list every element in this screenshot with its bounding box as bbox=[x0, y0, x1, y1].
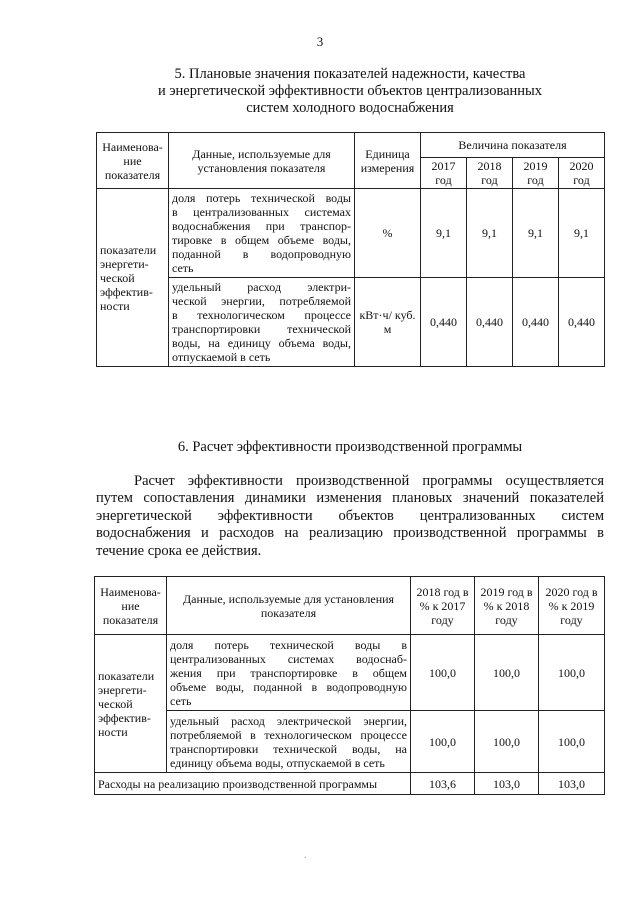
section-6-paragraph: Расчет эффективности производственной программы осуществляется путем сопоставления динамики изменения плановых значений показателей энергетической эффективности объектов централизованных систем водоснабжения и расходов на реализацию производственной программы в течение срока ее действия. bbox=[96, 473, 604, 559]
section-6-title: 6. Расчет эффективности производственной программы bbox=[177, 439, 523, 455]
row-unit: % bbox=[355, 189, 421, 278]
expenses-row-value: 103,0 bbox=[475, 773, 539, 795]
reliability-indicators-table bbox=[96, 132, 605, 367]
row-value: 9,1 bbox=[513, 189, 559, 278]
header-period: 2019 год в % к 2018 году bbox=[475, 577, 539, 635]
row-value: 0,440 bbox=[513, 278, 559, 367]
header-year: 2018 год bbox=[467, 158, 513, 189]
section-5-title-line: систем холодного водоснабжения bbox=[246, 100, 454, 116]
row-unit: кВт·ч/ куб. м bbox=[355, 278, 421, 367]
expenses-row-value: 103,6 bbox=[411, 773, 475, 795]
header-year: 2019 год bbox=[513, 158, 559, 189]
expenses-row-label: Расходы на реализацию производственной программы bbox=[95, 773, 411, 795]
row-value: 100,0 bbox=[475, 635, 539, 711]
header-source-data: Данные, используемые для установления показателя bbox=[167, 577, 411, 635]
row-value: 0,440 bbox=[421, 278, 467, 367]
header-year: 2020 год bbox=[559, 158, 605, 189]
group-label: показатели энергети-ческой эффектив-ности bbox=[97, 189, 169, 367]
row-value: 9,1 bbox=[421, 189, 467, 278]
row-data-description: удельный расход электри- ческой энергии, потребляемой в технологическом процессе транспортировки технической воды, на единицу объема воды, отпускаемой в сеть bbox=[169, 278, 355, 367]
header-indicator-name: Наименова-ние показателя bbox=[95, 577, 167, 635]
efficiency-calculation-table bbox=[94, 576, 605, 795]
header-indicator-name: Наименова-ние показателя bbox=[97, 133, 169, 189]
page-number: 3 bbox=[316, 34, 324, 49]
row-data-description: удельный расход электрической энергии, потребляемой в технологическом процессе транспортировки технической воды, на единицу объема воды, отпускаемой в сеть bbox=[167, 711, 411, 773]
header-year: 2017 год bbox=[421, 158, 467, 189]
row-value: 100,0 bbox=[411, 635, 475, 711]
footer-mark: . bbox=[304, 850, 307, 861]
header-period: 2020 год в % к 2019 году bbox=[539, 577, 605, 635]
header-source-data: Данные, используемые для установления показателя bbox=[169, 133, 355, 189]
row-value: 9,1 bbox=[559, 189, 605, 278]
section-5-title bbox=[95, 66, 605, 117]
row-data-description: доля потерь технической воды в централизованных системах водоснабжения при транспор- тировке в общем объеме воды, поданной в водопроводную сеть bbox=[169, 189, 355, 278]
expenses-row-value: 103,0 bbox=[539, 773, 605, 795]
row-value: 100,0 bbox=[539, 635, 605, 711]
row-data-description: доля потерь технической воды в централизованных системах водоснаб- жения при транспортировке в общем объеме воды, поданной в водопроводную сеть bbox=[167, 635, 411, 711]
row-value: 9,1 bbox=[467, 189, 513, 278]
header-period: 2018 год в % к 2017 году bbox=[411, 577, 475, 635]
header-unit: Единица измерения bbox=[355, 133, 421, 189]
section-5-title-line: и энергетической эффективности объектов централизованных bbox=[157, 83, 543, 99]
header-indicator-value: Величина показателя bbox=[421, 133, 605, 158]
row-value: 100,0 bbox=[411, 711, 475, 773]
row-value: 100,0 bbox=[539, 711, 605, 773]
group-label: показатели энергети-ческой эффектив-ности bbox=[95, 635, 167, 773]
row-value: 0,440 bbox=[467, 278, 513, 367]
row-value: 100,0 bbox=[475, 711, 539, 773]
section-5-title-line: 5. Плановые значения показателей надежности, качества bbox=[174, 66, 526, 82]
row-value: 0,440 bbox=[559, 278, 605, 367]
